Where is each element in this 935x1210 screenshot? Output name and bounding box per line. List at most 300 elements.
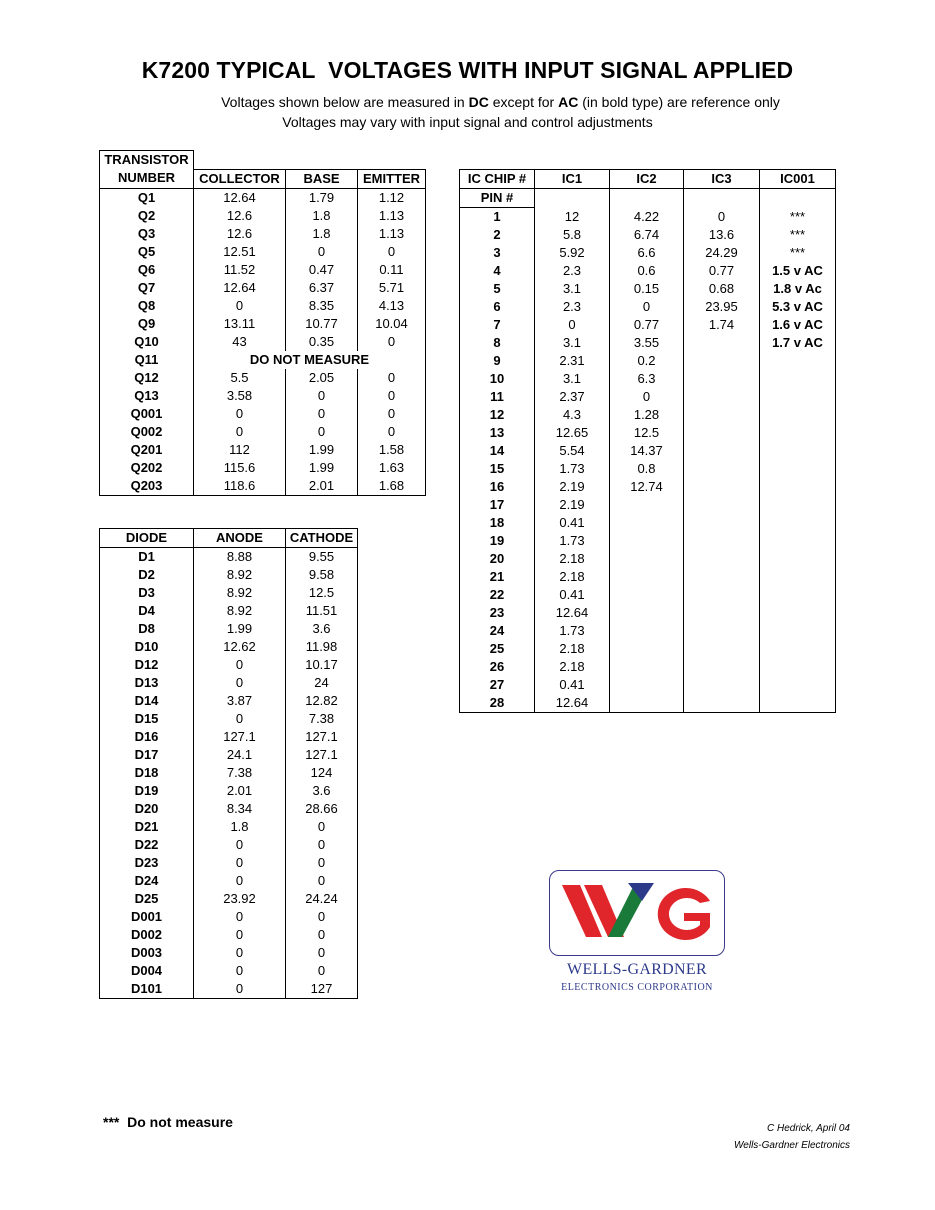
anode-voltage: 2.01 (194, 782, 286, 800)
collector-voltage: 12.51 (194, 243, 286, 261)
transistor-number: Q11 (100, 351, 194, 369)
ic1-voltage: 0.41 (535, 586, 610, 604)
pin-number: 8 (460, 334, 535, 352)
cathode-voltage: 9.55 (286, 548, 358, 567)
emitter-voltage: 1.13 (358, 225, 426, 243)
column-header: NUMBER (100, 169, 194, 188)
table-row (460, 370, 836, 388)
ic001-voltage (760, 532, 836, 550)
pin-number: 15 (460, 460, 535, 478)
emitter-voltage: 0 (358, 369, 426, 387)
diode-number: D101 (100, 980, 194, 999)
table-row (100, 333, 426, 351)
diode-number: D24 (100, 872, 194, 890)
table-row (100, 566, 358, 584)
subheader-spacer (535, 189, 610, 208)
anode-voltage: 0 (194, 836, 286, 854)
table-header-row (100, 529, 358, 548)
diode-voltage-table (99, 528, 358, 999)
base-voltage: 0 (286, 423, 358, 441)
ic001-voltage (760, 460, 836, 478)
anode-voltage: 0 (194, 656, 286, 674)
subtitle-line-2: Voltages may vary with input signal and control adjustments (282, 114, 653, 130)
emitter-voltage: 4.13 (358, 297, 426, 315)
collector-voltage: 3.58 (194, 387, 286, 405)
ic3-voltage (684, 640, 760, 658)
ic2-voltage: 3.55 (610, 334, 684, 352)
ic001-voltage (760, 676, 836, 694)
ic1-voltage: 1.73 (535, 532, 610, 550)
ic1-voltage: 2.18 (535, 568, 610, 586)
transistor-number: Q001 (100, 405, 194, 423)
ic3-voltage (684, 658, 760, 676)
transistor-number: Q6 (100, 261, 194, 279)
ic001-voltage (760, 568, 836, 586)
transistor-number: Q12 (100, 369, 194, 387)
pin-header: PIN # (460, 189, 535, 208)
ic1-voltage: 4.3 (535, 406, 610, 424)
pin-number: 27 (460, 676, 535, 694)
cathode-voltage: 12.82 (286, 692, 358, 710)
pin-number: 22 (460, 586, 535, 604)
ic001-voltage (760, 640, 836, 658)
diode-number: D15 (100, 710, 194, 728)
table-row (460, 676, 836, 694)
table-row (460, 208, 836, 227)
diode-number: D001 (100, 908, 194, 926)
ic3-voltage: 13.6 (684, 226, 760, 244)
table-row (100, 459, 426, 477)
ic3-voltage (684, 388, 760, 406)
table-row (460, 424, 836, 442)
pin-number: 14 (460, 442, 535, 460)
anode-voltage: 7.38 (194, 764, 286, 782)
pin-number: 25 (460, 640, 535, 658)
diode-number: D4 (100, 602, 194, 620)
ic-chip-voltage-table (459, 169, 836, 713)
cathode-voltage: 0 (286, 854, 358, 872)
ic2-voltage: 6.6 (610, 244, 684, 262)
ic2-voltage: 12.5 (610, 424, 684, 442)
ic001-voltage (760, 478, 836, 496)
cathode-voltage: 0 (286, 836, 358, 854)
brand-name: WELLS-GARDNER (567, 961, 707, 978)
emitter-voltage: 1.58 (358, 441, 426, 459)
table-row (100, 423, 426, 441)
diode-number: D3 (100, 584, 194, 602)
table-row (100, 548, 358, 567)
credit-author: C Hedrick, April 04 (767, 1123, 850, 1134)
ic2-voltage (610, 568, 684, 586)
ic1-voltage: 3.1 (535, 280, 610, 298)
ic1-voltage: 2.18 (535, 550, 610, 568)
ic001-voltage: 1.8 v Ac (760, 280, 836, 298)
cathode-voltage: 0 (286, 944, 358, 962)
transistor-number: Q203 (100, 477, 194, 496)
transistor-number: Q8 (100, 297, 194, 315)
cathode-voltage: 11.51 (286, 602, 358, 620)
anode-voltage: 0 (194, 926, 286, 944)
ic1-voltage: 1.73 (535, 622, 610, 640)
collector-voltage: 112 (194, 441, 286, 459)
diode-number: D22 (100, 836, 194, 854)
cathode-voltage: 0 (286, 962, 358, 980)
table-row (100, 405, 426, 423)
table-row (100, 674, 358, 692)
ic001-voltage (760, 604, 836, 622)
table-header-row (100, 169, 426, 188)
cathode-voltage: 127 (286, 980, 358, 999)
collector-voltage: 11.52 (194, 261, 286, 279)
column-header: COLLECTOR (194, 169, 286, 188)
header-spacer (286, 151, 358, 170)
column-header: IC2 (610, 170, 684, 189)
anode-voltage: 1.99 (194, 620, 286, 638)
diode-number: D14 (100, 692, 194, 710)
emitter-voltage: 5.71 (358, 279, 426, 297)
header-spacer (194, 151, 286, 170)
table-row (100, 584, 358, 602)
ic001-voltage: *** (760, 226, 836, 244)
anode-voltage: 8.34 (194, 800, 286, 818)
base-voltage: 0 (286, 405, 358, 423)
table-header-row (460, 170, 836, 189)
ic3-voltage (684, 676, 760, 694)
ic1-voltage: 0 (535, 316, 610, 334)
ic2-voltage: 6.74 (610, 226, 684, 244)
emitter-voltage: 0.11 (358, 261, 426, 279)
table-row (460, 532, 836, 550)
cathode-voltage: 11.98 (286, 638, 358, 656)
wells-gardner-wg-icon (550, 871, 724, 955)
ic1-voltage: 1.73 (535, 460, 610, 478)
ic1-voltage: 3.1 (535, 370, 610, 388)
pin-number: 12 (460, 406, 535, 424)
ic001-voltage: 5.3 v AC (760, 298, 836, 316)
emitter-voltage: 0 (358, 333, 426, 351)
column-header: IC3 (684, 170, 760, 189)
pin-number: 28 (460, 694, 535, 713)
ic2-voltage (610, 604, 684, 622)
table-row (100, 297, 426, 315)
diode-number: D13 (100, 674, 194, 692)
pin-number: 20 (460, 550, 535, 568)
diode-number: D21 (100, 818, 194, 836)
ic2-voltage (610, 640, 684, 658)
anode-voltage: 0 (194, 962, 286, 980)
ic001-voltage (760, 424, 836, 442)
ic2-voltage (610, 694, 684, 713)
table-row (460, 244, 836, 262)
table-row (100, 315, 426, 333)
anode-voltage: 23.92 (194, 890, 286, 908)
table-row (100, 854, 358, 872)
page-title: K7200 TYPICAL VOLTAGES WITH INPUT SIGNAL APPLIED (141, 57, 794, 83)
ic3-voltage (684, 478, 760, 496)
ic2-voltage: 0.2 (610, 352, 684, 370)
diode-number: D004 (100, 962, 194, 980)
transistor-number: Q13 (100, 387, 194, 405)
anode-voltage: 8.92 (194, 566, 286, 584)
table-header-row (100, 151, 426, 170)
ic3-voltage (684, 460, 760, 478)
ic3-voltage: 0 (684, 208, 760, 227)
pin-number: 19 (460, 532, 535, 550)
pin-number: 5 (460, 280, 535, 298)
anode-voltage: 12.62 (194, 638, 286, 656)
table-row (460, 586, 836, 604)
base-voltage: 1.8 (286, 225, 358, 243)
emitter-voltage: 0 (358, 387, 426, 405)
ic001-voltage (760, 694, 836, 713)
table-row (100, 243, 426, 261)
pin-number: 9 (460, 352, 535, 370)
table-row (100, 710, 358, 728)
table-row (100, 441, 426, 459)
anode-voltage: 8.92 (194, 602, 286, 620)
transistor-number: Q2 (100, 207, 194, 225)
table-row (460, 388, 836, 406)
subtitle-text: except for (488, 94, 559, 110)
table-row (460, 334, 836, 352)
table-row (460, 460, 836, 478)
table-row (100, 188, 426, 207)
base-voltage: 1.99 (286, 459, 358, 477)
pin-number: 1 (460, 208, 535, 227)
ic001-voltage: 1.6 v AC (760, 316, 836, 334)
anode-voltage: 127.1 (194, 728, 286, 746)
table-row (100, 602, 358, 620)
base-voltage: 10.77 (286, 315, 358, 333)
ic2-voltage (610, 532, 684, 550)
anode-voltage: 0 (194, 854, 286, 872)
ic3-voltage: 0.68 (684, 280, 760, 298)
anode-voltage: 8.92 (194, 584, 286, 602)
collector-voltage: 43 (194, 333, 286, 351)
cathode-voltage: 3.6 (286, 620, 358, 638)
diode-number: D20 (100, 800, 194, 818)
header-spacer (358, 151, 426, 170)
pin-number: 11 (460, 388, 535, 406)
cathode-voltage: 12.5 (286, 584, 358, 602)
anode-voltage: 3.87 (194, 692, 286, 710)
base-voltage: 1.8 (286, 207, 358, 225)
table-row (460, 406, 836, 424)
base-voltage: 6.37 (286, 279, 358, 297)
ic1-voltage: 5.54 (535, 442, 610, 460)
table-row (460, 280, 836, 298)
ic3-voltage: 23.95 (684, 298, 760, 316)
emitter-voltage: 1.13 (358, 207, 426, 225)
diode-number: D1 (100, 548, 194, 567)
table-row (100, 477, 426, 496)
pin-number: 18 (460, 514, 535, 532)
anode-voltage: 0 (194, 674, 286, 692)
table-row (460, 622, 836, 640)
ic1-voltage: 2.3 (535, 262, 610, 280)
collector-voltage: 12.6 (194, 225, 286, 243)
ic001-voltage (760, 388, 836, 406)
ic3-voltage (684, 442, 760, 460)
table-row (100, 908, 358, 926)
ic001-voltage (760, 352, 836, 370)
ic1-voltage: 2.37 (535, 388, 610, 406)
ic2-voltage (610, 550, 684, 568)
base-voltage: 8.35 (286, 297, 358, 315)
subtitle-line-1 (0, 94, 935, 110)
subtitle-text: (in bold type) are reference only (578, 94, 780, 110)
column-header: IC CHIP # (460, 170, 535, 189)
cathode-voltage: 127.1 (286, 728, 358, 746)
subheader-spacer (684, 189, 760, 208)
table-row (100, 818, 358, 836)
emitter-voltage: 0 (358, 405, 426, 423)
subheader-spacer (610, 189, 684, 208)
table-row (100, 872, 358, 890)
cathode-voltage: 0 (286, 818, 358, 836)
transistor-number: Q3 (100, 225, 194, 243)
base-voltage: 1.79 (286, 188, 358, 207)
collector-voltage: 12.64 (194, 188, 286, 207)
table-row (100, 836, 358, 854)
table-row (460, 226, 836, 244)
subheader-spacer (760, 189, 836, 208)
table-subheader-row (460, 189, 836, 208)
cathode-voltage: 9.58 (286, 566, 358, 584)
ic2-voltage: 12.74 (610, 478, 684, 496)
transistor-voltage-table (99, 150, 426, 496)
column-header: EMITTER (358, 169, 426, 188)
table-row (100, 261, 426, 279)
ic001-voltage (760, 370, 836, 388)
ic1-voltage: 12.65 (535, 424, 610, 442)
base-voltage: 2.05 (286, 369, 358, 387)
table-row (100, 225, 426, 243)
transistor-number: Q201 (100, 441, 194, 459)
transistor-number: Q7 (100, 279, 194, 297)
table-row (100, 926, 358, 944)
credit-company: Wells-Gardner Electronics (734, 1140, 850, 1151)
collector-voltage: 0 (194, 297, 286, 315)
ic2-voltage: 1.28 (610, 406, 684, 424)
cathode-voltage: 0 (286, 926, 358, 944)
base-voltage: 0.35 (286, 333, 358, 351)
ic001-voltage (760, 442, 836, 460)
table-row (100, 800, 358, 818)
diode-number: D18 (100, 764, 194, 782)
table-row (460, 514, 836, 532)
column-header: DIODE (100, 529, 194, 548)
ic2-voltage: 0.15 (610, 280, 684, 298)
pin-number: 16 (460, 478, 535, 496)
anode-voltage: 24.1 (194, 746, 286, 764)
table-row (100, 351, 426, 369)
ic3-voltage: 0.77 (684, 262, 760, 280)
table-row (100, 620, 358, 638)
table-row (100, 279, 426, 297)
cathode-voltage: 124 (286, 764, 358, 782)
transistor-number: Q9 (100, 315, 194, 333)
base-voltage: 0.47 (286, 261, 358, 279)
table-row (460, 262, 836, 280)
pin-number: 26 (460, 658, 535, 676)
column-header: BASE (286, 169, 358, 188)
diode-number: D10 (100, 638, 194, 656)
table-row (460, 478, 836, 496)
ic3-voltage (684, 694, 760, 713)
table-row (460, 568, 836, 586)
table-row (460, 352, 836, 370)
cathode-voltage: 0 (286, 908, 358, 926)
cathode-voltage: 10.17 (286, 656, 358, 674)
ic2-voltage: 0.8 (610, 460, 684, 478)
collector-voltage: 12.6 (194, 207, 286, 225)
ic1-voltage: 2.19 (535, 496, 610, 514)
base-voltage: 1.99 (286, 441, 358, 459)
subtitle-dc: DC (468, 94, 489, 110)
ic2-voltage: 0.6 (610, 262, 684, 280)
collector-voltage: 5.5 (194, 369, 286, 387)
ic001-voltage: *** (760, 208, 836, 227)
collector-voltage: 0 (194, 423, 286, 441)
diode-number: D12 (100, 656, 194, 674)
ic001-voltage (760, 550, 836, 568)
table-row (100, 692, 358, 710)
cathode-voltage: 3.6 (286, 782, 358, 800)
ic001-voltage (760, 406, 836, 424)
diode-number: D2 (100, 566, 194, 584)
diode-number: D19 (100, 782, 194, 800)
ic2-voltage: 4.22 (610, 208, 684, 227)
ic1-voltage: 5.92 (535, 244, 610, 262)
do-not-measure-note: DO NOT MEASURE (194, 351, 426, 369)
cathode-voltage: 7.38 (286, 710, 358, 728)
ic2-voltage: 0 (610, 388, 684, 406)
ic3-voltage (684, 568, 760, 586)
column-header: CATHODE (286, 529, 358, 548)
base-voltage: 0 (286, 243, 358, 261)
emitter-voltage: 1.68 (358, 477, 426, 496)
ic001-voltage (760, 622, 836, 640)
diode-number: D23 (100, 854, 194, 872)
pin-number: 3 (460, 244, 535, 262)
ic1-voltage: 0.41 (535, 676, 610, 694)
ic2-voltage (610, 514, 684, 532)
table-row (100, 962, 358, 980)
table-row (460, 298, 836, 316)
ic3-voltage: 1.74 (684, 316, 760, 334)
wells-gardner-logo (549, 870, 725, 956)
base-voltage: 0 (286, 387, 358, 405)
emitter-voltage: 0 (358, 243, 426, 261)
ic1-voltage: 2.31 (535, 352, 610, 370)
table-row (460, 694, 836, 713)
transistor-number: Q1 (100, 188, 194, 207)
ic2-voltage: 6.3 (610, 370, 684, 388)
table-row (100, 890, 358, 908)
collector-voltage: 115.6 (194, 459, 286, 477)
pin-number: 4 (460, 262, 535, 280)
cathode-voltage: 24.24 (286, 890, 358, 908)
table-row (460, 496, 836, 514)
pin-number: 13 (460, 424, 535, 442)
emitter-voltage: 10.04 (358, 315, 426, 333)
ic3-voltage (684, 424, 760, 442)
ic2-voltage (610, 676, 684, 694)
ic3-voltage (684, 496, 760, 514)
table-row (100, 656, 358, 674)
anode-voltage: 0 (194, 908, 286, 926)
